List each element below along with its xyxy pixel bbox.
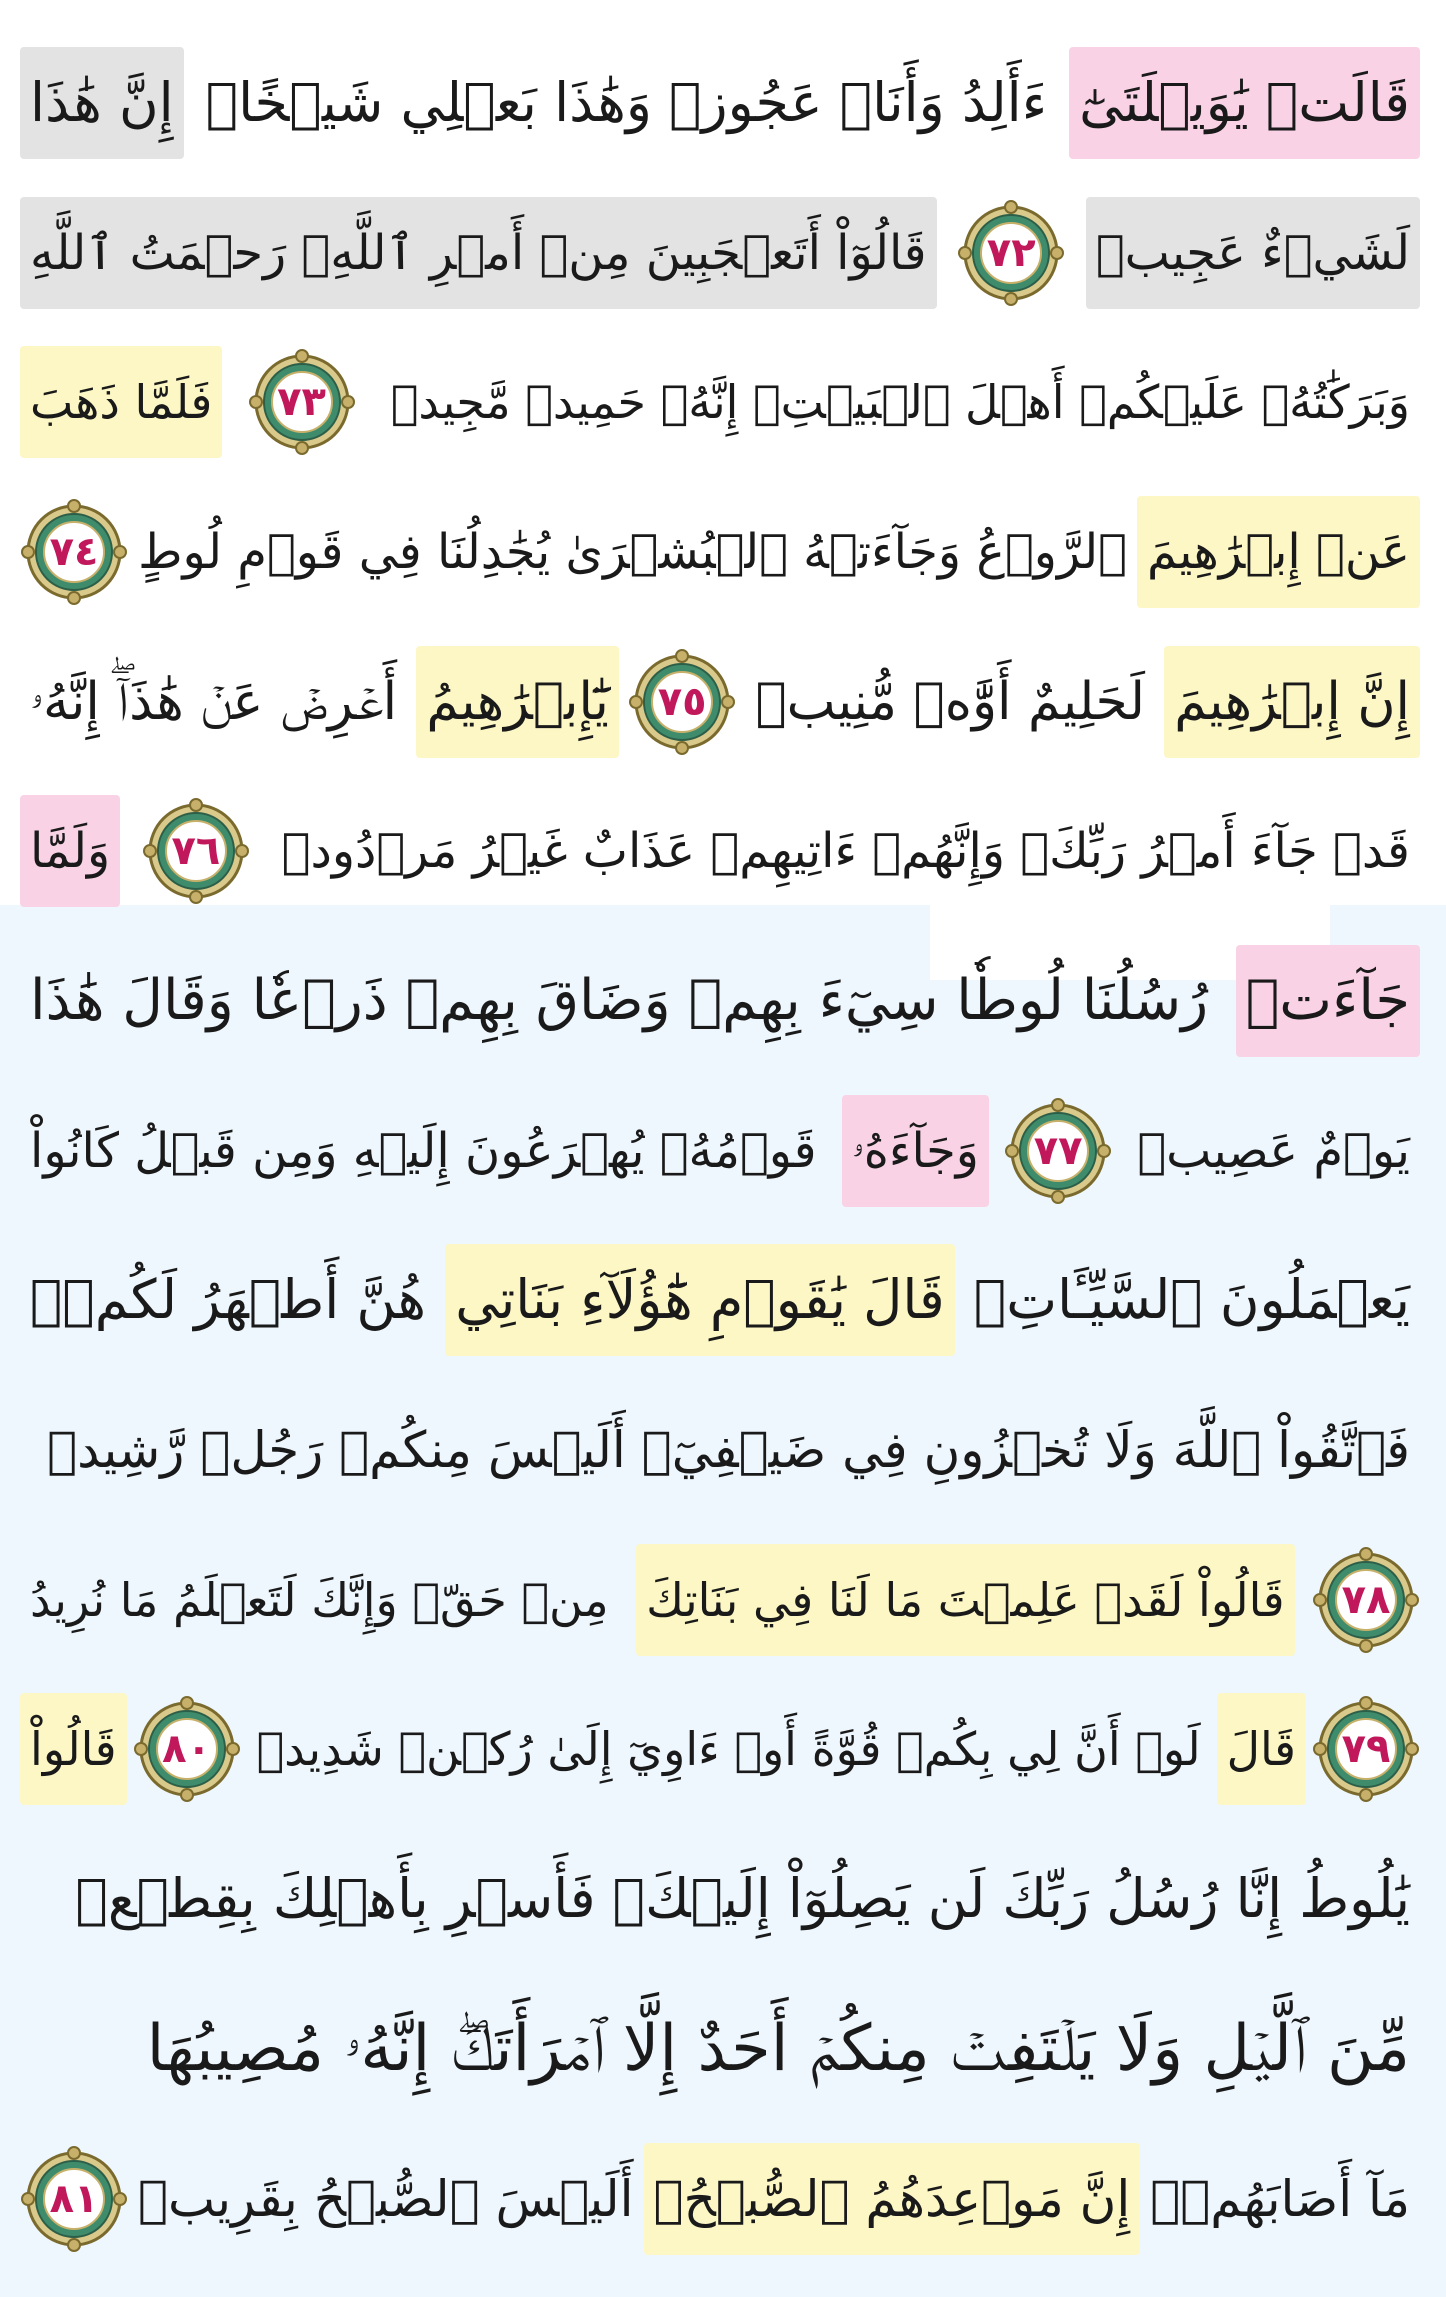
verse-number-marker [1312,1546,1420,1654]
verse-number-marker [248,348,356,456]
verse-number-marker [1004,1097,1112,1205]
text-line [20,2139,1420,2259]
text-line [20,193,1420,313]
text-line [20,791,1420,911]
highlighted-phrase: قَالُوٓاْ أَتَعۡجَبِينَ مِنۡ أَمۡرِ ٱللَّهِۖ رَحۡمَتُ ٱللَّهِ [20,197,937,309]
verse-number-marker [1312,1695,1420,1803]
verse-number-marker [20,2145,128,2253]
highlighted-phrase: وَجَآءَهُۥ [842,1095,989,1207]
highlighted-phrase: يَٰٓإِبۡرَٰهِيمُ [416,646,618,758]
verse-number: ٧٩ [1341,1726,1391,1772]
verse-text: أَلَيۡسَ ٱلصُّبۡحُ بِقَرِيبٖ [137,2170,634,2228]
highlighted-phrase: جَآءَتۡ [1236,945,1420,1057]
verse-text: يَعۡمَلُونَ ٱلسَّيِّـَٔاتِۚ [973,1268,1410,1331]
verse-text: لَوۡ أَنَّ لِي بِكُمۡ قُوَّةً أَوۡ ءَاوِيٓ إِلَىٰ رُكۡنٖ شَدِيدٖ [256,1722,1201,1776]
verse-number-marker [957,199,1065,307]
verse-text: ٱلرَّوۡعُ وَجَآءَتۡهُ ٱلۡبُشۡرَىٰ يُجَٰدِلُنَا فِي قَوۡمِ لُوطٍ [138,524,1127,580]
verse-text: قَوۡمُهُۥ يُهۡرَعُونَ إِلَيۡهِ وَمِن قَبۡلُ كَانُواْ [30,1123,817,1179]
verse-number: ٧٣ [277,379,326,425]
text-line [20,1240,1420,1360]
highlighted-phrase: عَنۡ إِبۡرَٰهِيمَ [1137,496,1420,608]
text-line [20,1689,1420,1809]
verse-number: ٧٥ [657,679,707,725]
verse-number: ٧٢ [986,230,1036,276]
highlighted-phrase: إِنَّ مَوۡعِدَهُمُ ٱلصُّبۡحُۚ [644,2143,1141,2255]
highlighted-phrase: قَالُواْ [20,1693,127,1805]
highlighted-phrase: لَشَيۡءٌ عَجِيبٞ [1086,197,1420,309]
verse-number-marker [20,498,128,606]
verse-text: قَدۡ جَآءَ أَمۡرُ رَبِّكَۖ وَإِنَّهُمۡ ءَاتِيهِمۡ عَذَابٌ غَيۡرُ مَرۡدُودٖ [281,823,1410,879]
verse-text: ءَأَلِدُ وَأَنَا۠ عَجُوزٞ وَهَٰذَا بَعۡلِي شَيۡخًاۖ [205,71,1048,134]
highlighted-phrase: فَلَمَّا ذَهَبَ [20,346,222,458]
verse-text: يَوۡمٌ عَصِيبٞ [1137,1123,1410,1179]
text-line [20,1989,1420,2109]
verse-text: مِّنَ ٱلَّيۡلِ وَلَا يَلۡتَفِتۡ مِنكُمۡ أَحَدٌ إِلَّا ٱمۡرَأَتَكَۖ إِنَّهُۥ مُصِيبُهَا [146,2012,1410,2086]
verse-text: وَبَرَكَٰتُهُۥ عَلَيۡكُمۡ أَهۡلَ ٱلۡبَيۡتِۚ إِنَّهُۥ حَمِيدٞ مَّجِيدٞ [390,375,1410,429]
verse-number: ٧٨ [1341,1577,1391,1623]
verse-text: أَعۡرِضۡ عَنۡ هَٰذَآۖ إِنَّهُۥ [30,672,398,732]
highlighted-phrase: قَالَتۡ يَٰوَيۡلَتَىٰٓ [1069,47,1420,159]
verse-number: ٨١ [49,2176,99,2222]
verse-text: مَآ أَصَابَهُمۡۚ [1150,2170,1410,2228]
text-line [20,1540,1420,1660]
text-line [20,1390,1420,1510]
verse-number-marker [142,797,250,905]
verse-text: هُنَّ أَطۡهَرُ لَكُمۡۖ [30,1268,427,1331]
verse-number: ٧٧ [1033,1128,1083,1174]
verse-number-marker [628,648,736,756]
text-line [20,1091,1420,1211]
verse-text: يَٰلُوطُ إِنَّا رُسُلُ رَبِّكَ لَن يَصِلُوٓاْ إِلَيۡكَۖ فَأَسۡرِ بِأَهۡلِكَ بِقِطۡعٖ [75,1867,1410,1930]
verse-text: رُسُلُنَا لُوطٗا سِيٓءَ بِهِمۡ وَضَاقَ بِهِمۡ ذَرۡعٗا وَقَالَ هَٰذَا [30,968,1209,1033]
verse-text: مِنۡ حَقّٖ وَإِنَّكَ لَتَعۡلَمُ مَا نُرِيدُ [30,1573,609,1627]
text-line [20,642,1420,762]
text-line [20,1839,1420,1959]
highlighted-phrase: وَلَمَّا [20,795,120,907]
highlighted-phrase: قَالَ يَٰقَوۡمِ هَٰٓؤُلَآءِ بَنَاتِي [445,1244,954,1356]
text-line [20,492,1420,612]
verse-text: لَحَلِيمٌ أَوَّٰهٞ مُّنِيبٞ [755,672,1145,732]
text-line [20,941,1420,1061]
highlighted-phrase: إِنَّ إِبۡرَٰهِيمَ [1164,646,1420,758]
text-line [20,342,1420,462]
verse-number: ٧٤ [49,529,99,575]
verse-text: فَٱتَّقُواْ ٱللَّهَ وَلَا تُخۡزُونِ فِي ضَيۡفِيٓۖ أَلَيۡسَ مِنكُمۡ رَجُلٞ رَّشِيدٞ [47,1421,1410,1479]
highlighted-phrase: قَالَ [1217,1693,1306,1805]
verse-number: ٧٦ [171,828,221,874]
verse-number: ٨٠ [162,1726,211,1772]
verse-number-marker [133,1695,241,1803]
highlighted-phrase: إِنَّ هَٰذَا [20,47,184,159]
highlighted-phrase: قَالُواْ لَقَدۡ عَلِمۡتَ مَا لَنَا فِي بَنَاتِكَ [636,1544,1295,1656]
text-line [20,43,1420,163]
